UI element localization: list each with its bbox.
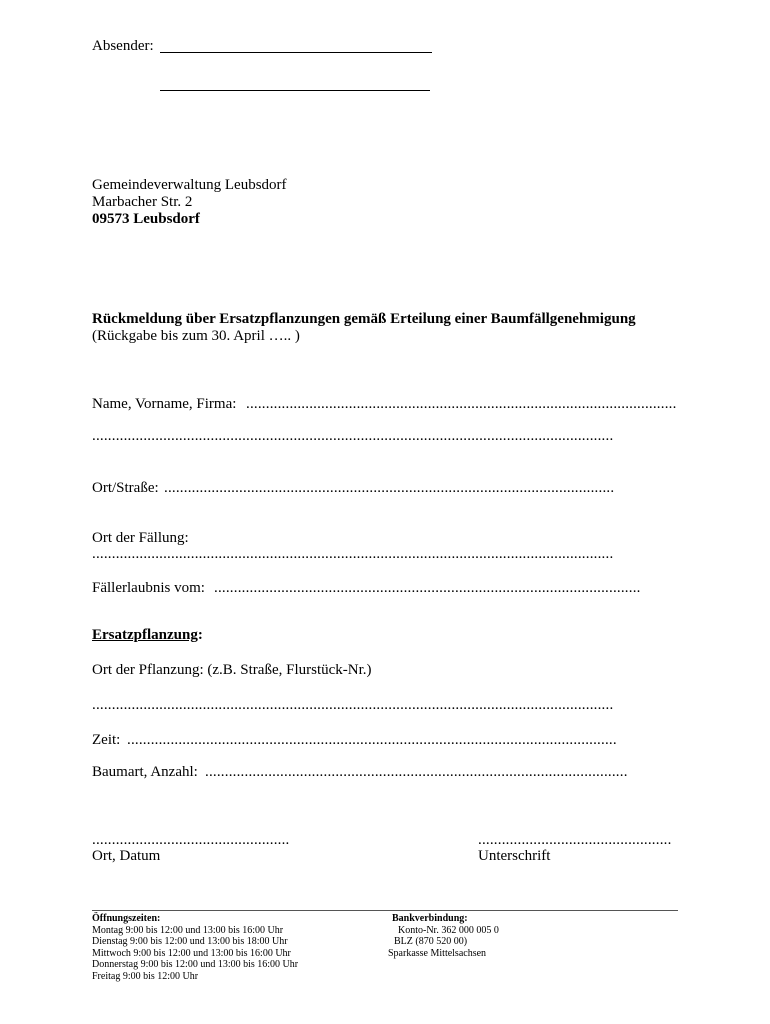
recipient-city: 09573 Leubsdorf xyxy=(92,211,200,227)
time-dots[interactable]: ............................................................................................................................ xyxy=(127,732,617,748)
name-field-dots[interactable]: ............................................................................................................. xyxy=(246,396,677,412)
permit-date-label: Fällerlaubnis vom: xyxy=(92,580,205,596)
subject-subtitle: (Rückgabe bis zum 30. April ….. ) xyxy=(92,328,300,344)
opening-hours-line: Mittwoch 9:00 bis 12:00 und 13:00 bis 16:00 Uhr xyxy=(92,947,291,959)
footer-divider xyxy=(92,910,678,911)
felling-place-dots[interactable]: .................................................................................................................................... xyxy=(92,546,614,562)
opening-hours-line: Montag 9:00 bis 12:00 und 13:00 bis 16:00 Uhr xyxy=(92,924,284,936)
planting-place-label: Ort der Pflanzung: (z.B. Straße, Flurstück-Nr.) xyxy=(92,662,372,678)
opening-hours xyxy=(92,913,298,982)
name-field-continuation[interactable]: .................................................................................................................................... xyxy=(92,428,614,444)
species-label: Baumart, Anzahl: xyxy=(92,764,198,780)
replanting-heading xyxy=(92,627,203,644)
subject-title: Rückmeldung über Ersatzpflanzungen gemäß Erteilung einer Baumfällgenehmigung xyxy=(92,311,636,327)
bank-details-line: Konto-Nr. 362 000 005 0 xyxy=(398,924,499,936)
recipient-name: Gemeindeverwaltung Leubsdorf xyxy=(92,177,287,193)
sender-line-2[interactable] xyxy=(160,90,430,91)
felling-place-label: Ort der Fällung: xyxy=(92,530,189,546)
place-date-dots[interactable]: .................................................. xyxy=(92,832,290,848)
address-field-dots[interactable]: .................................................................................................................. xyxy=(164,480,615,496)
species-dots[interactable]: ........................................................................................................... xyxy=(205,764,628,780)
address-field-label: Ort/Straße: xyxy=(92,480,159,496)
opening-hours-title: Öffnungszeiten: xyxy=(92,913,161,924)
replanting-heading-text: Ersatzpflanzung xyxy=(92,627,198,643)
time-label: Zeit: xyxy=(92,732,121,748)
recipient-street: Marbacher Str. 2 xyxy=(92,194,193,210)
sender-line-1[interactable] xyxy=(160,52,432,53)
bank-details xyxy=(388,913,499,959)
bank-details-title: Bankverbindung: xyxy=(392,913,468,924)
bank-details-line: Sparkasse Mittelsachsen xyxy=(388,947,487,959)
place-date-label: Ort, Datum xyxy=(92,848,161,864)
signature-label: Unterschrift xyxy=(478,848,551,864)
opening-hours-line: Freitag 9:00 bis 12:00 Uhr xyxy=(92,970,199,982)
opening-hours-line: Dienstag 9:00 bis 12:00 und 13:00 bis 18:00 Uhr xyxy=(92,936,288,947)
name-field-label: Name, Vorname, Firma: xyxy=(92,396,237,412)
planting-place-dots[interactable]: .................................................................................................................................... xyxy=(92,697,614,713)
signature-dots[interactable]: ................................................. xyxy=(478,832,672,848)
permit-date-dots[interactable]: ............................................................................................................ xyxy=(214,580,641,596)
replanting-heading-colon: : xyxy=(197,627,203,643)
opening-hours-line: Donnerstag 9:00 bis 12:00 und 13:00 bis 16:00 Uhr xyxy=(92,959,299,970)
bank-details-line: BLZ (870 520 00) xyxy=(394,936,468,947)
sender-label: Absender: xyxy=(92,38,154,54)
